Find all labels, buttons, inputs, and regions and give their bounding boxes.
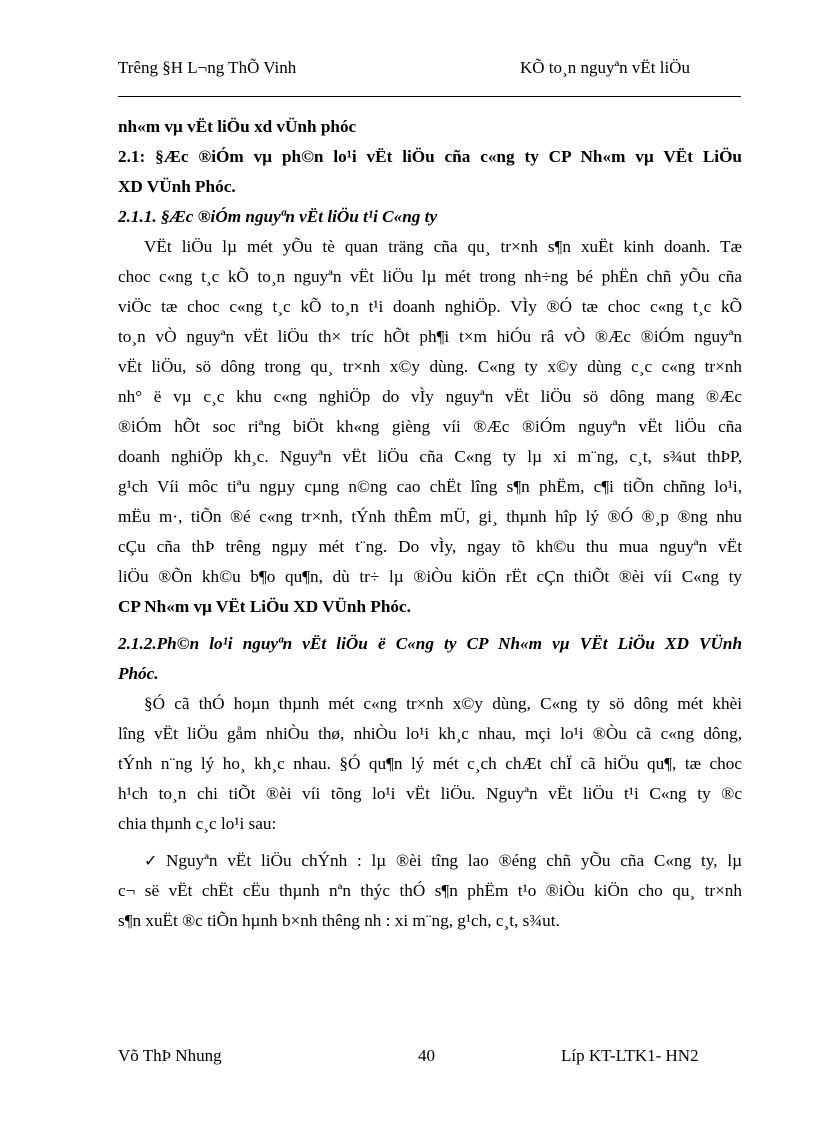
subsection-heading-end: Phóc.: [118, 664, 159, 683]
section-heading-end: XD VÜnh Phóc.: [118, 177, 236, 196]
paragraph-line: ®iÓm hÕt soc riªng biÖt kh«ng gièng víi ®Æc ®iÓm nguyªn vËt liÖu cña: [118, 417, 742, 436]
paragraph-line: tÝnh n¨ng lý ho¸ kh¸c nhau. §Ó qu¶n lý mét c¸ch chÆt chÏ cã hiÖu qu¶, tæ choc: [118, 754, 742, 773]
paragraph-line: liÖu ®Õn kh©u b¶o qu¶n, dù tr÷ lµ ®iÒu kiÖn rËt cÇn thiÕt ®èi víi C«ng ty: [118, 567, 742, 586]
header-divider: [118, 96, 741, 97]
bullet-item: [118, 846, 742, 876]
page-number: 40: [418, 1046, 435, 1065]
header-school: Trêng §H L¬ng ThÕ Vinh: [118, 58, 297, 77]
paragraph-line: cÇu cña thÞ trêng ngµy mét t¨ng. Do vÌy, ngay tõ kh©u thu mua nguyªn vËt: [118, 537, 742, 556]
paragraph-line: c¬ së vËt chËt cËu thµnh nªn thýc thÓ s¶n phËm t¹o ®iÒu kiÖn cho qu¸ tr×nh: [118, 881, 742, 900]
check-icon: ✓: [144, 851, 158, 870]
paragraph-line: to¸n vÒ nguyªn vËt liÖu th× tríc hÕt ph¶i t×m hiÓu râ vÒ ®Æc ®iÓm nguyªn: [118, 327, 742, 346]
subsection-heading: 2.1.1. §Æc ®iÓm nguyªn vËt liÖu t¹i C«ng ty: [118, 207, 438, 226]
section-heading: 2.1: §Æc ®iÓm vµ ph©n lo¹i vËt liÖu cña c«ng ty CP Nh«m vµ VËt LiÖu: [118, 147, 742, 166]
subsection-heading: 2.1.2.Ph©n lo¹i nguyªn vËt liÖu ë C«ng ty CP Nh«m vµ VËt LiÖu XD VÜnh: [118, 634, 742, 653]
footer-class: Líp KT-LTK1- HN2: [561, 1046, 699, 1065]
heading-continuation: nh«m vµ vËt liÖu xd vÜnh phóc: [118, 117, 357, 136]
footer-author: Võ ThÞ Nhung: [118, 1046, 222, 1065]
paragraph-line-bold: CP Nh«m vµ VËt LiÖu XD VÜnh Phóc.: [118, 597, 411, 616]
paragraph-line: lîng vËt liÖu gåm nhiÒu thø, nhiÒu lo¹i kh¸c nhau, mçi lo¹i ®Òu cã c«ng dông,: [118, 724, 742, 743]
paragraph-line: s¶n xuËt ®c tiÕn hµnh b×nh thêng nh : xi m¨ng, g¹ch, c¸t, s¾ut.: [118, 911, 560, 930]
header-subject: KÕ to¸n nguyªn vËt liÖu: [520, 58, 690, 77]
paragraph-line: g¹ch Víi môc tiªu ngµy cµng n©ng cao chËt lîng s¶n phËm, c¶i tiÕn chñng lo¹i,: [118, 477, 742, 496]
paragraph-line: choc c«ng t¸c kÕ to¸n nguyªn vËt liÖu lµ mét trong nh÷ng bé phËn chñ yÕu cña: [118, 267, 742, 286]
paragraph-line: chia thµnh c¸c lo¹i sau:: [118, 814, 277, 833]
paragraph-line: viÖc tæ choc c«ng t¸c kÕ to¸n t¹i doanh nghiÖp. VÌy ®Ó tæ choc c«ng t¸c kÕ: [118, 297, 742, 316]
paragraph-line: h¹ch to¸n chi tiÕt ®èi víi tõng lo¹i vËt liÖu. Nguyªn vËt liÖu t¹i C«ng ty ®c: [118, 784, 742, 803]
paragraph-line: VËt liÖu lµ mét yÕu tè quan träng cña qu¸ tr×nh s¶n xuËt kinh doanh. Tæ: [144, 237, 742, 256]
bullet-text: Nguyªn vËt liÖu chÝnh : lµ ®èi tîng lao ®éng chñ yÕu cña C«ng ty, lµ: [166, 851, 742, 870]
paragraph-line: nh° ë vµ c¸c khu c«ng nghiÖp do vÌy nguyªn vËt liÖu sö dông mang ®Æc: [118, 387, 742, 406]
paragraph-line: doanh nghiÖp kh¸c. Nguyªn vËt liÖu cña C«ng ty lµ xi m¨ng, c¸t, s¾ut thÞP,: [118, 447, 742, 466]
paragraph-line: §Ó cã thÓ hoµn thµnh mét c«ng tr×nh x©y dùng, C«ng ty sö dông mét khèi: [144, 694, 742, 713]
paragraph-line: mËu m·, tiÕn ®é c«ng tr×nh, tÝnh thÊm mÜ, gi¸ thµnh hîp lý ®Ó ®¸p ®ng nhu: [118, 507, 742, 526]
paragraph-line: vËt liÖu, sö dông trong qu¸ tr×nh x©y dùng. C«ng ty x©y dùng c¸c c«ng tr×nh: [118, 357, 742, 376]
document-body: [118, 112, 742, 936]
